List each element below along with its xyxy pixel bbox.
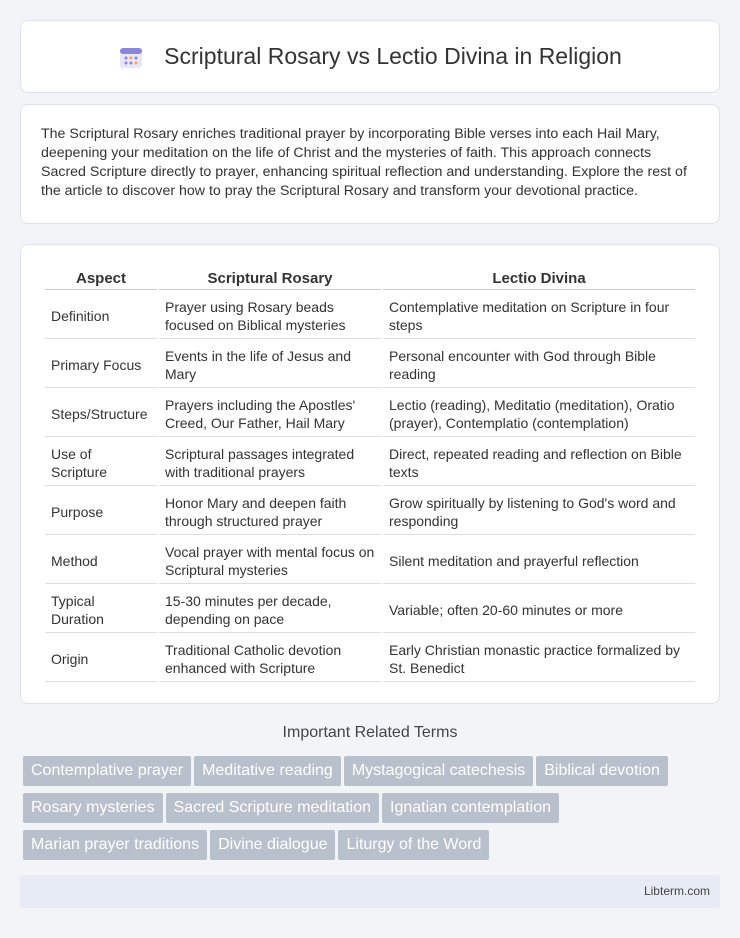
aspect-cell: Purpose [45,488,157,535]
aspect-cell: Use of Scripture [45,439,157,486]
term-tag[interactable]: Mystagogical catechesis [344,756,533,786]
rosary-cell: Traditional Catholic devotion enhanced with Scripture [159,635,381,682]
term-tag[interactable]: Liturgy of the Word [338,830,489,860]
rosary-cell: Scriptural passages integrated with traditional prayers [159,439,381,486]
calendar-icon [118,44,144,70]
table-row [45,341,695,388]
table-row [45,586,695,633]
aspect-cell: Primary Focus [45,341,157,388]
title-card [20,20,720,93]
term-tag[interactable]: Ignatian contemplation [382,793,559,823]
table-row [45,537,695,584]
lectio-cell: Grow spiritually by listening to God's word and responding [383,488,695,535]
header-scriptural-rosary: Scriptural Rosary [159,267,381,290]
rosary-cell: Prayer using Rosary beads focused on Biblical mysteries [159,292,381,339]
intro-card [20,104,720,224]
rosary-cell: Vocal prayer with mental focus on Scriptural mysteries [159,537,381,584]
aspect-cell: Steps/Structure [45,390,157,437]
footer [20,875,720,908]
rosary-cell: Events in the life of Jesus and Mary [159,341,381,388]
header-lectio-divina: Lectio Divina [383,267,695,290]
table-header-row [45,267,695,290]
lectio-cell: Lectio (reading), Meditatio (meditation), Oratio (prayer), Contemplatio (contemplation) [383,390,695,437]
term-tag[interactable]: Biblical devotion [536,756,668,786]
aspect-cell: Definition [45,292,157,339]
aspect-cell: Method [45,537,157,584]
lectio-cell: Contemplative meditation on Scripture in four steps [383,292,695,339]
comparison-table-card [20,244,720,704]
comparison-table [43,265,697,684]
intro-text: The Scriptural Rosary enriches traditional prayer by incorporating Bible verses into each Hail Mary, deepening your meditation on the life of Christ and the mysteries of faith. This approach connects Sacred Scripture directly to prayer, enhancing spiritual reflection and understanding. Explore the rest of the article to discover how to pray the Scriptural Rosary and transform your devotional practice. [41,126,687,199]
lectio-cell: Direct, repeated reading and reflection on Bible texts [383,439,695,486]
table-row [45,292,695,339]
term-tag[interactable]: Meditative reading [194,756,341,786]
term-tag[interactable]: Divine dialogue [210,830,335,860]
term-tag[interactable]: Marian prayer traditions [23,830,207,860]
rosary-cell: 15-30 minutes per decade, depending on pace [159,586,381,633]
related-terms-list [23,756,723,867]
table-row [45,635,695,682]
lectio-cell: Variable; often 20-60 minutes or more [383,586,695,633]
term-tag[interactable]: Rosary mysteries [23,793,163,823]
rosary-cell: Prayers including the Apostles' Creed, Our Father, Hail Mary [159,390,381,437]
aspect-cell: Origin [45,635,157,682]
related-terms-heading: Important Related Terms [282,724,458,741]
lectio-cell: Silent meditation and prayerful reflection [383,537,695,584]
table-row [45,390,695,437]
lectio-cell: Personal encounter with God through Bible reading [383,341,695,388]
table-row [45,439,695,486]
term-tag[interactable]: Sacred Scripture meditation [166,793,379,823]
table-row [45,488,695,535]
footer-site-link[interactable]: Libterm.com [643,884,710,898]
page-title: Scriptural Rosary vs Lectio Divina in Religion [164,43,622,69]
aspect-cell: Typical Duration [45,586,157,633]
term-tag[interactable]: Contemplative prayer [23,756,191,786]
header-aspect: Aspect [45,267,157,290]
rosary-cell: Honor Mary and deepen faith through structured prayer [159,488,381,535]
lectio-cell: Early Christian monastic practice formalized by St. Benedict [383,635,695,682]
